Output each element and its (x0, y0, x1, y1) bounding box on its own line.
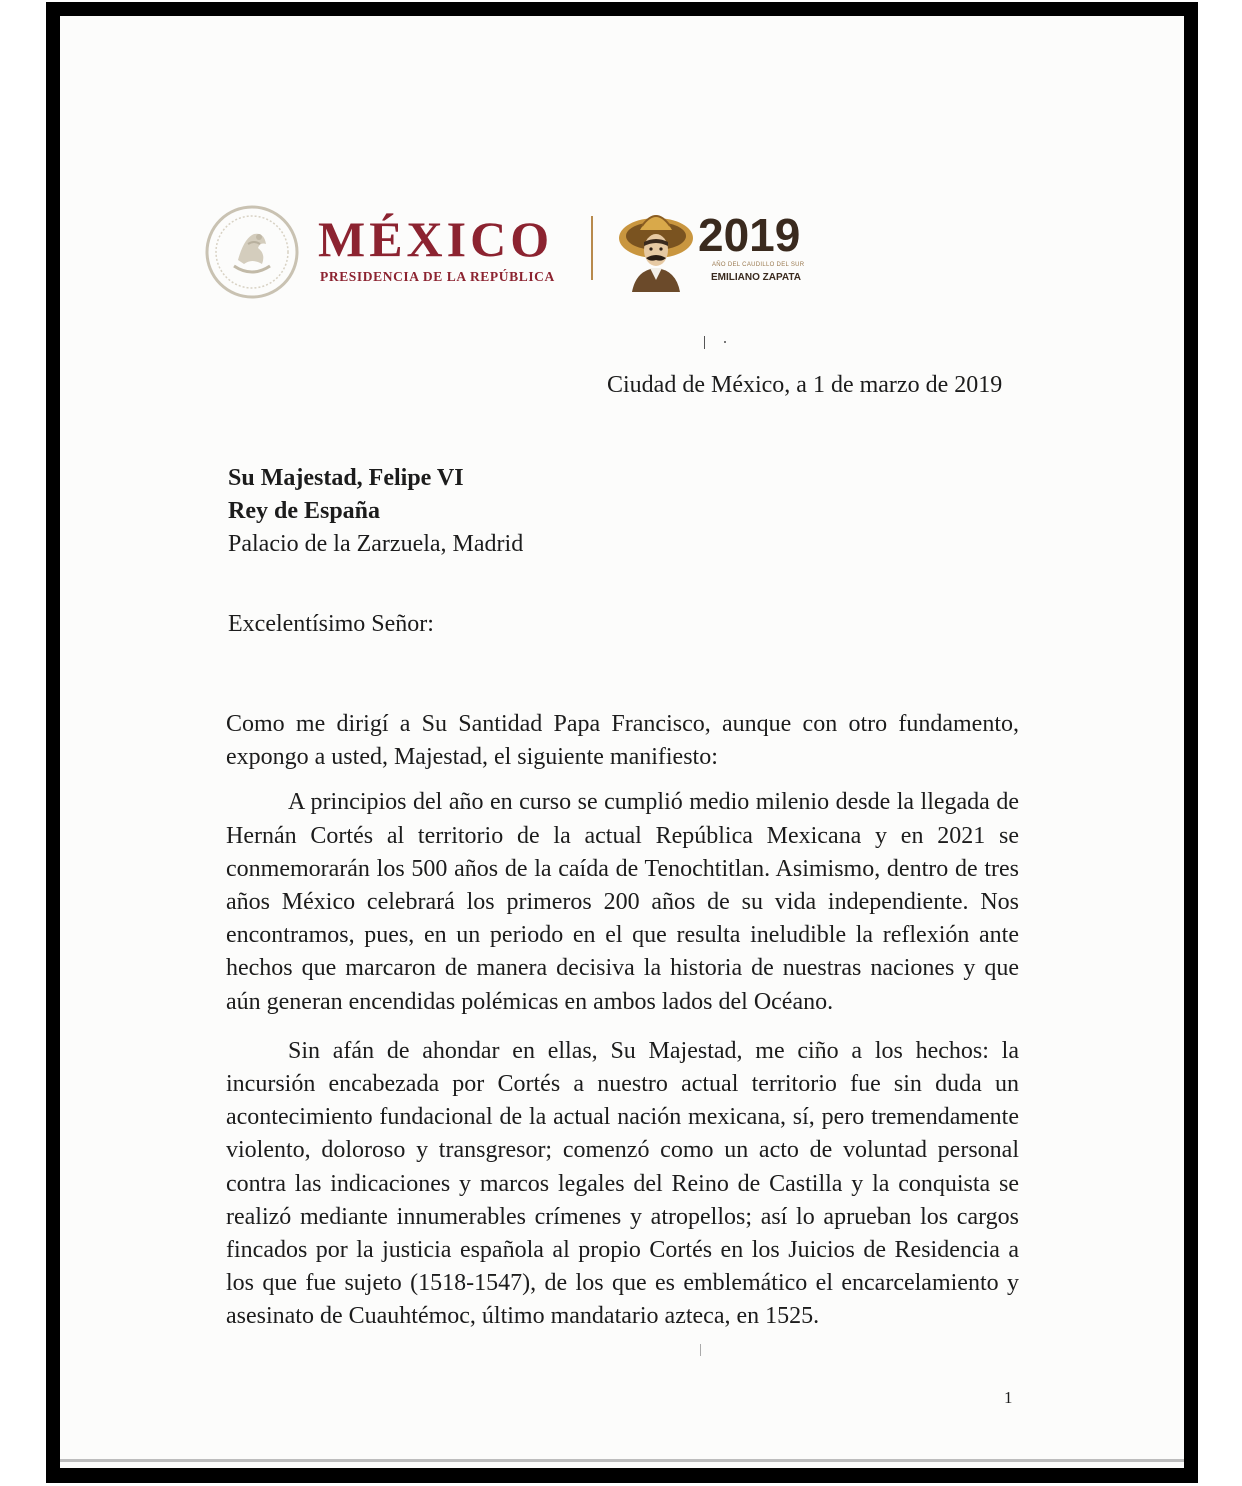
letterhead (200, 198, 840, 298)
scan-mark (704, 336, 705, 349)
recipient-name: Su Majestad, Felipe VI (228, 465, 464, 491)
page-number: 1 (1004, 1388, 1013, 1407)
recipient-block (228, 462, 523, 561)
scan-edge-line (60, 1459, 1184, 1462)
logo-wordmark: MÉXICO (318, 211, 554, 267)
body-paragraph: Sin afán de ahondar en ellas, Su Majestad, me ciño a los hechos: la incursión encabezada por Cortés a nuestro actual territorio fue sin duda un acontecimiento fundacional de la actual nación mexicana, sí, pero tremendamente violento, doloroso y transgresor; comenzó como un acto de voluntad personal contra las indicaciones y marcos legales del Reino de Castilla y la conquista se realizó mediante innumerables crímenes y atropellos; así lo aprueban los cargos fincados por la justicia española al propio Cortés en los Juicios de Residencia a los que fue sujeto (1518-1547), de los que es emblemático el encarcelamiento y asesinato de Cuauhtémoc, último mandatario azteca, en 1525. (226, 1037, 1019, 1330)
zapata-portrait-icon (618, 200, 694, 292)
year-honoree: EMILIANO ZAPATA (711, 272, 801, 283)
letter-date: Ciudad de México, a 1 de marzo de 2019 (607, 372, 1003, 398)
scan-mark (724, 341, 726, 343)
body-paragraph: A principios del año en curso se cumplió medio milenio desde la llegada de Hernán Cortés al territorio de la actual República Mexicana y en 2021 se conmemorarán los 500 años de la caída de Tenochtitlan. Asimismo, dentro de tres años México celebrará los primeros 200 años de su vida independiente. Nos encontramos, pues, en un periodo en el que resulta ineludible la reflexión ante hechos que marcaron de manera decisiva la historia de nuestras naciones y que aún generan encendidas polémicas en ambos lados del Océano. (226, 789, 1019, 1015)
coat-of-arms-seal-icon (204, 204, 300, 300)
intro-paragraph: Como me dirigí a Su Santidad Papa Francisco, aunque con otro fundamento, expongo a usted, Majestad, el siguiente manifiesto: (226, 711, 1019, 771)
year-logo: 2019 (698, 209, 801, 261)
recipient-title: Rey de España (228, 498, 381, 524)
scan-mark (700, 1344, 701, 1356)
year-subtitle: AÑO DEL CAUDILLO DEL SUR (712, 262, 805, 268)
recipient-address: Palacio de la Zarzuela, Madrid (228, 531, 524, 557)
letter-body (226, 708, 1019, 1334)
logo-subtitle: PRESIDENCIA DE LA REPÚBLICA (320, 269, 555, 284)
salutation: Excelentísimo Señor: (228, 611, 434, 637)
logo-divider (591, 216, 593, 280)
